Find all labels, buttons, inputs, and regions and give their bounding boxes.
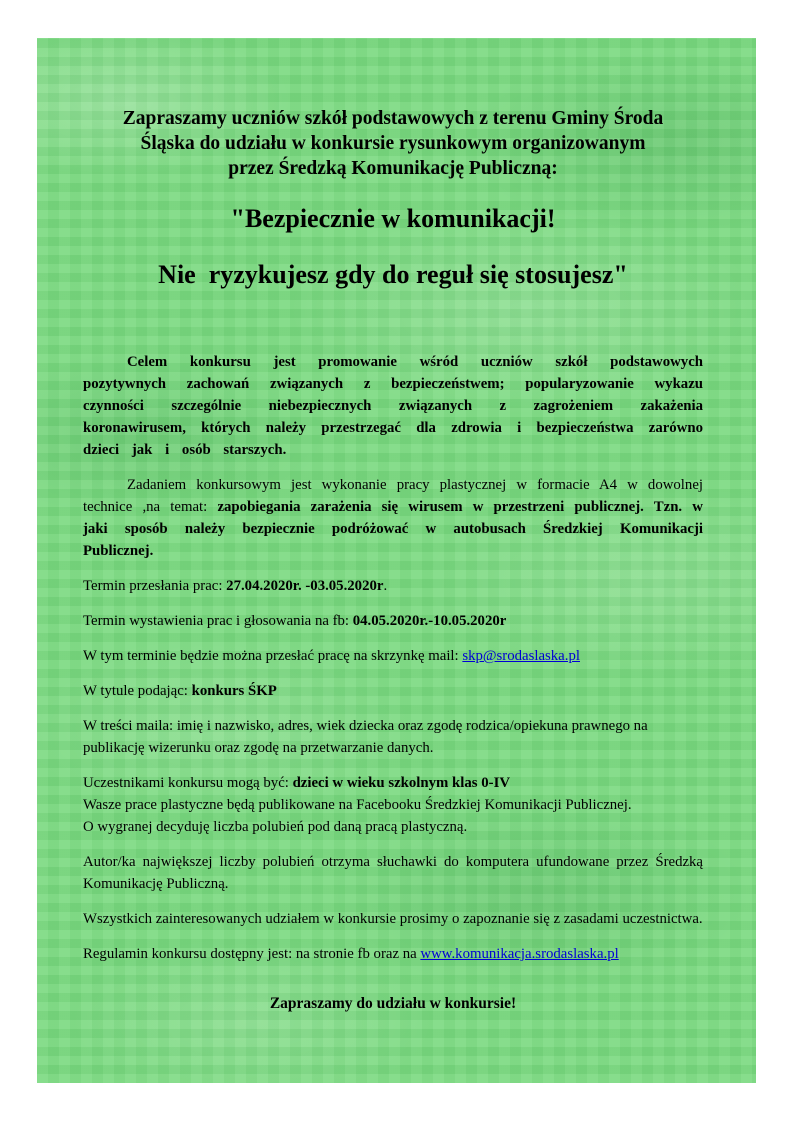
- subject-label: W tytule podając:: [83, 683, 192, 699]
- subject-value: konkurs ŚKP: [191, 683, 277, 699]
- voting-period-label: Termin wystawienia prac i głosowania na fb:: [83, 613, 353, 629]
- participants-block: [83, 772, 703, 838]
- submission-deadline-dates: 27.04.2020r. -03.05.2020r: [226, 578, 384, 594]
- regulations-link[interactable]: www.komunikacja.srodaslaska.pl: [420, 946, 619, 962]
- invitation-header-line-3: przez Średzką Komunikację Publiczną:: [228, 158, 558, 179]
- mail-content-paragraph: W treści maila: imię i nazwisko, adres, wiek dziecka oraz zgodę rodzica/opiekuna prawnego na publikację wizerunku oraz zgodę na przetwarzanie danych.: [83, 718, 648, 756]
- email-submission-line: [83, 645, 703, 667]
- invitation-header-line-1: Zapraszamy uczniów szkół podstawowych z terenu Gminy Środa: [122, 108, 664, 129]
- goal-paragraph: Celem konkursu jest promowanie wśród uczniów szkół podstawowych pozytywnych zachowań związanych z bezpieczeństwem; popularyzowanie wykazu czynności szczególnie niebezpiecznych związanych z zagrożeniem zakażenia koronawirusem, których należy przestrzegać dla zdrowia i bezpieczeństwa zarówno dzieci jak i osób starszych.: [83, 354, 703, 458]
- submission-deadline-line: [83, 575, 703, 597]
- task-paragraph: [83, 474, 703, 562]
- facebook-note: Wasze prace plastyczne będą publikowane na Facebooku Średzkiej Komunikacji Publicznej.: [83, 797, 632, 813]
- participants-value: dzieci w wieku szkolnym klas 0-IV: [292, 775, 511, 791]
- invitation-header: [83, 106, 703, 181]
- participants-line: [83, 775, 510, 791]
- regulations-text: Regulamin konkursu dostępny jest: na stronie fb oraz na: [83, 946, 421, 962]
- closing-invitation: Zapraszamy do udziału w konkursie!: [269, 995, 517, 1012]
- subject-line: [83, 680, 703, 702]
- participants-label: Uczestnikami konkursu mogą być:: [83, 775, 293, 791]
- contest-title-line-1: "Bezpiecznie w komunikacji!: [230, 204, 556, 233]
- voting-period-dates: 04.05.2020r.-10.05.2020r: [352, 613, 507, 629]
- voting-period-line: [83, 610, 703, 632]
- email-submission-text: W tym terminie będzie można przesłać pracę na skrzynkę mail:: [83, 648, 463, 664]
- prize-paragraph: Autor/ka największej liczby polubień otrzyma słuchawki do komputera ufundowane przez Średzką Komunikację Publiczną.: [83, 854, 703, 892]
- contest-title-line-2: Nie ryzykujesz gdy do reguł się stosujesz": [158, 260, 628, 289]
- likes-note: O wygranej decyduję liczba polubień pod daną pracą plastyczną.: [83, 819, 468, 835]
- task-topic-text: zapobiegania zarażenia się wirusem w przestrzeni publicznej. Tzn. w jaki sposób należy bezpiecznie podróżować w autobusach Średzkiej Komunikacji Publicznej.: [83, 499, 703, 559]
- task-intro-text: Zadaniem konkursowym jest wykonanie pracy plastycznej w formacie A4 w dowolnej technice ,na temat:: [83, 477, 703, 515]
- green-poster-background: [37, 38, 756, 1083]
- regulations-line: [83, 943, 703, 965]
- submission-deadline-suffix: .: [383, 578, 388, 594]
- invitation-header-line-2: Śląska do udziału w konkursie rysunkowym organizowanym: [140, 133, 646, 154]
- rules-paragraph: Wszystkich zainteresowanych udziałem w konkursie prosimy o zapoznanie się z zasadami uczestnictwa.: [83, 911, 703, 927]
- poster-content: [37, 38, 756, 1015]
- submission-deadline-label: Termin przesłania prac:: [83, 578, 227, 594]
- email-link[interactable]: skp@srodaslaska.pl: [462, 648, 580, 664]
- body-text: [83, 351, 703, 1015]
